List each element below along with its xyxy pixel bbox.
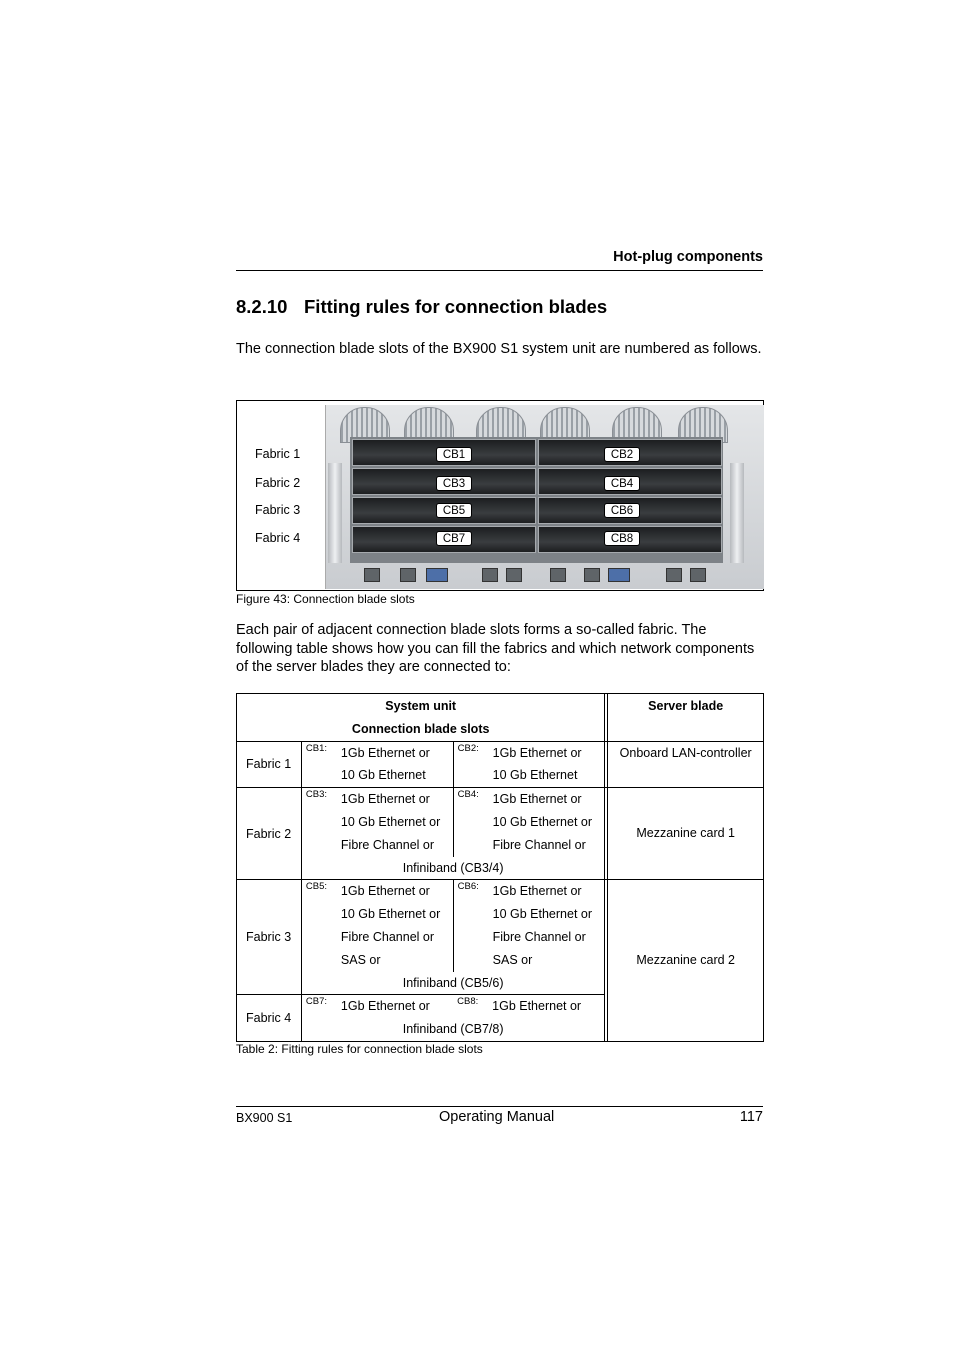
slot-cell — [453, 995, 605, 1018]
fabric-footer-text: Infiniband (CB7/8) — [402, 1022, 504, 1037]
cb-tag: CB3: — [305, 789, 328, 801]
server-cell — [608, 788, 764, 880]
lan-port — [666, 568, 682, 582]
slot-cell — [301, 788, 453, 857]
table-cell-text: 1Gb Ethernet or — [340, 745, 430, 760]
slot-cell — [301, 741, 453, 788]
cb6-label: CB6 — [604, 503, 640, 518]
footer-rule — [236, 1106, 763, 1107]
table-cell-text: Fibre Channel or — [492, 929, 586, 944]
header-rule — [236, 270, 763, 271]
cb-tag: CB7: — [305, 996, 328, 1008]
fabric-footer-text: Infiniband (CB3/4) — [402, 860, 504, 875]
figure-fabric-3-label: Fabric 3 — [255, 503, 301, 517]
right-handle — [730, 463, 744, 563]
fabric-name-cell — [237, 741, 302, 788]
cb-tag: CB5: — [305, 881, 328, 893]
cb2-label: CB2 — [604, 447, 640, 462]
table-cell-text: 1Gb Ethernet or — [340, 999, 430, 1014]
table-cell-text: Fibre Channel or — [340, 929, 435, 944]
figure-fabric-2-label: Fabric 2 — [255, 476, 301, 490]
header-server-blade: Server blade — [648, 699, 724, 713]
serial-port — [608, 568, 630, 582]
figure-fabric-1-label: Fabric 1 — [255, 447, 301, 461]
fabric-footer-text: Infiniband (CB5/6) — [402, 975, 504, 990]
slot-cell — [301, 880, 453, 972]
table-cell-text: 1Gb Ethernet or — [340, 884, 430, 899]
table-cell-text: SAS or — [340, 952, 381, 967]
table-cell-text: SAS or — [492, 952, 533, 967]
lan-port — [506, 568, 522, 582]
server-blade-component: Mezzanine card 1 — [636, 826, 736, 841]
table-cell-text: 1Gb Ethernet or — [492, 792, 582, 807]
lan-port — [690, 568, 706, 582]
cb-tag: CB1: — [305, 742, 328, 754]
slot-bank — [350, 437, 723, 563]
table-cell-text: 10 Gb Ethernet — [492, 768, 578, 783]
fabric-footer-cell — [301, 857, 604, 880]
header-connection-slots: Connection blade slots — [351, 721, 490, 736]
cb5-label: CB5 — [436, 503, 472, 518]
footer-model: BX900 S1 — [236, 1111, 293, 1125]
serial-port — [426, 568, 448, 582]
fabric-name-cell — [237, 995, 302, 1042]
cb7-label: CB7 — [436, 531, 472, 546]
left-handle — [328, 463, 342, 563]
slot-cell — [453, 788, 605, 857]
header-system-unit: System unit — [385, 699, 457, 713]
server-blade-component: Mezzanine card 2 — [636, 953, 736, 968]
cb-tag: CB8: — [457, 996, 479, 1008]
section-number: 8.2.10 — [236, 296, 288, 317]
table-row-fabric-3 — [237, 880, 764, 972]
table-row-fabric-1 — [237, 741, 764, 788]
figure-caption: Figure 43: Connection blade slots — [236, 592, 415, 606]
usb-port — [400, 568, 416, 582]
table-cell-text: 10 Gb Ethernet or — [492, 907, 593, 922]
figure-fabric-4-label: Fabric 4 — [255, 531, 301, 545]
fabric-4-name: Fabric 4 — [246, 1011, 292, 1026]
page-number: 117 — [739, 1109, 763, 1125]
lan-port — [364, 568, 380, 582]
table-cell-text: Fibre Channel or — [492, 837, 586, 852]
table-header-row — [237, 694, 764, 742]
lan-port — [482, 568, 498, 582]
section-title: Fitting rules for connection blades — [304, 296, 608, 317]
section-heading — [236, 296, 607, 318]
cb3-label: CB3 — [436, 476, 472, 491]
fabric-name-cell — [237, 788, 302, 880]
system-unit-header — [237, 694, 605, 742]
fabric-footer-cell — [301, 972, 604, 995]
table-cell-text: 1Gb Ethernet or — [492, 884, 582, 899]
fabric-footer-cell — [301, 1018, 604, 1041]
usb-port — [584, 568, 600, 582]
table-row-fabric-2 — [237, 788, 764, 857]
server-blade-component: Onboard LAN-controller — [619, 745, 752, 760]
slot-cell — [453, 741, 605, 788]
intro-paragraph: The connection blade slots of the BX900 S1 system unit are numbered as follows. — [236, 341, 762, 357]
table-cell-text: 10 Gb Ethernet or — [340, 814, 441, 829]
table-caption: Table 2: Fitting rules for connection blade slots — [236, 1042, 483, 1056]
fitting-rules-table — [236, 693, 764, 1042]
table-cell-text: 1Gb Ethernet or — [340, 792, 430, 807]
server-cell — [608, 880, 764, 1042]
fabric-name-cell — [237, 880, 302, 995]
fabric-1-name: Fabric 1 — [246, 757, 292, 772]
cb-tag: CB6: — [457, 881, 479, 893]
fabric-3-name: Fabric 3 — [246, 930, 292, 945]
table-cell-text: 10 Gb Ethernet — [340, 768, 426, 783]
table-cell-text: Fibre Channel or — [340, 837, 435, 852]
table-cell-text: 1Gb Ethernet or — [492, 999, 582, 1014]
fabric-2-name: Fabric 2 — [246, 826, 292, 841]
lan-port — [550, 568, 566, 582]
footer-doc-title: Operating Manual — [439, 1109, 555, 1125]
body-paragraph: Each pair of adjacent connection blade slots forms a so-called fabric. The following table shows how you can fill the fabrics and which network components of the server blades they are connected to: — [236, 622, 755, 675]
running-header: Hot-plug components — [613, 249, 763, 265]
table-cell-text: 10 Gb Ethernet or — [340, 907, 441, 922]
cb-tag: CB4: — [457, 789, 479, 801]
server-cell — [608, 741, 764, 788]
table-cell-text: 1Gb Ethernet or — [492, 745, 582, 760]
cb-tag: CB2: — [457, 742, 479, 754]
table-cell-text: 10 Gb Ethernet or — [492, 814, 593, 829]
slot-cell — [301, 995, 453, 1018]
cb4-label: CB4 — [604, 476, 640, 491]
server-blade-header — [608, 694, 764, 742]
cb8-label: CB8 — [604, 531, 640, 546]
cb1-label: CB1 — [436, 447, 472, 462]
slot-cell — [453, 880, 605, 972]
